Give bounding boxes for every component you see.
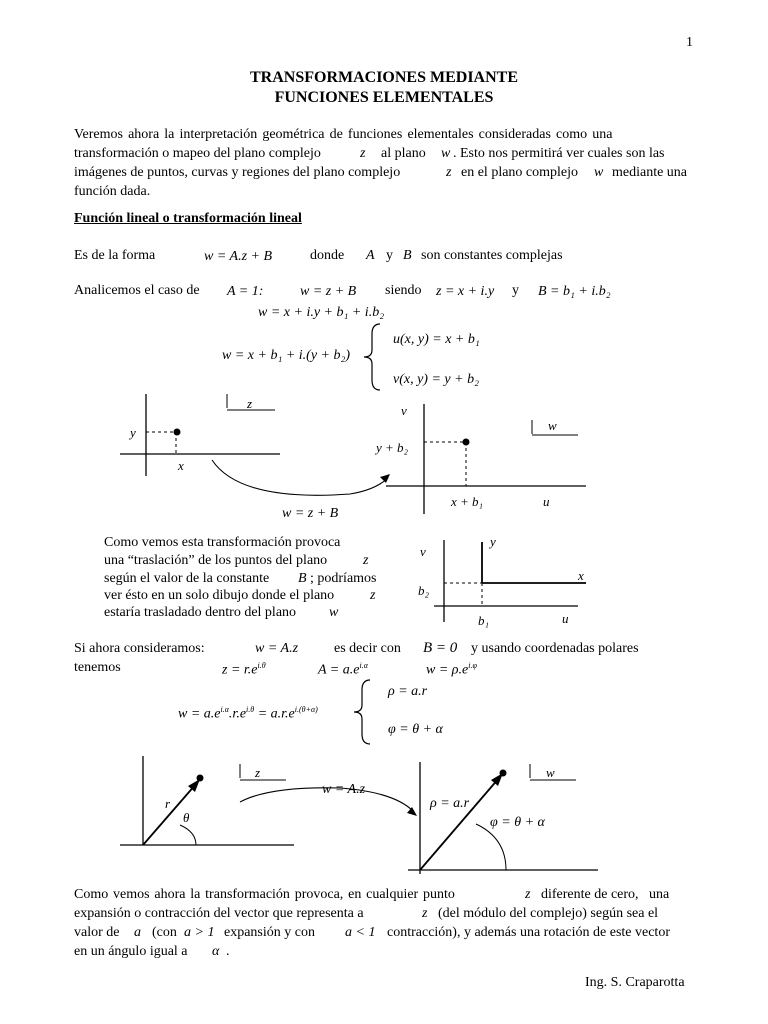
figure-translation — [110, 390, 710, 530]
equation-w-expanded: w = x + i.y + b₁ + i.b₂ — [258, 305, 385, 320]
mult-decir: es decir con — [334, 641, 401, 656]
w-plane-label: w — [548, 418, 557, 433]
case-a-eq: A = 1: — [227, 284, 264, 299]
figure3-rho-label: ρ = a.r — [430, 796, 470, 811]
intro-line-2c: . Esto nos permitirá ver cuales son las — [453, 146, 665, 161]
figure3-arrow-label: w = A.z — [322, 782, 366, 797]
intro-line-3b: en el plano complejo — [461, 165, 579, 180]
form-equation: w = A.z + B — [204, 249, 273, 264]
mult-z-polar: $z = r.e^{i.\theta}$ — [222, 661, 266, 678]
w-plane-yb2-label: y + b₂ — [376, 440, 409, 455]
equation-w-grouped: w = x + b₁ + i.(y + b₂) — [222, 348, 351, 363]
translation-line-3a: según el valor de la constante — [104, 571, 270, 586]
z-polar-theta-label: θ — [183, 810, 190, 825]
w-polar-point — [500, 770, 507, 777]
w-polar-vector — [420, 778, 499, 870]
form-var-a: A — [366, 248, 375, 263]
conclusion-var-a: a — [134, 925, 141, 940]
z-polar-r-label: r — [165, 796, 171, 811]
conclusion-line-2b: (del módulo del complejo) según sea el — [438, 906, 659, 921]
case-y: y — [512, 283, 519, 298]
conclusion-line-3d: expansión y con — [224, 925, 315, 940]
conclusion-line-4a: en un ángulo igual a — [74, 944, 188, 959]
conclusion-line-1a: Como vemos ahora la transformación provoca, en cualquier punto — [74, 887, 455, 902]
case-label: Analicemos el caso de — [74, 283, 200, 298]
page-number: 1 — [686, 35, 693, 50]
translation-var-b: B — [298, 571, 307, 586]
form-var-b: B — [403, 248, 412, 263]
w-plane-v-label: v — [401, 403, 407, 418]
equation-u: u(x, y) = x + b₁ — [393, 332, 480, 347]
intro-line-2b: al plano — [381, 146, 426, 161]
translation-line-5: estaría trasladado dentro del plano — [104, 605, 297, 620]
combined-b1-label: b₁ — [478, 613, 490, 628]
intro-line-4: función dada. — [74, 184, 151, 199]
z-polar-point — [197, 775, 204, 782]
intro-var-w2: w — [594, 165, 604, 180]
mult-w-eq: w = A.z — [255, 641, 299, 656]
form-y: y — [386, 248, 393, 263]
w-plane-xb1-label: x + b₁ — [451, 494, 484, 509]
translation-line-3b: ; podríamos — [310, 571, 377, 586]
combined-x-label: x — [578, 568, 584, 583]
equation-product: $w = a.e^{i.\alpha}.r.e^{i.\theta} = a.r.e^{i.(\theta+\alpha)}$ — [178, 705, 318, 722]
conclusion-line-4b: . — [226, 944, 230, 959]
z-plane-x-label: x — [178, 458, 184, 473]
combined-y-label: y — [490, 534, 496, 549]
equation-rho: ρ = a.r — [388, 684, 428, 699]
page-title-line-2: FUNCIONES ELEMENTALES — [274, 89, 494, 106]
intro-line-1: Veremos ahora la interpretación geométrica de funciones elementales consideradas como una — [74, 127, 613, 142]
combined-b2-label: b₂ — [418, 583, 430, 598]
combined-u-label: u — [562, 611, 569, 626]
combined-v-label: v — [420, 544, 426, 559]
equation-phi: φ = θ + α — [388, 722, 443, 737]
form-donde: donde — [310, 248, 345, 263]
page-title-line-1: TRANSFORMACIONES MEDIANTE — [249, 69, 519, 86]
figure-combined-planes — [400, 528, 600, 634]
translation-var-z2: z — [370, 588, 376, 603]
z-plane-point — [174, 429, 181, 436]
form-tail: son constantes complejas — [421, 248, 563, 263]
translation-var-z: z — [363, 553, 369, 568]
conclusion-line-3f: contracción), y además una rotación de este vector — [387, 925, 670, 940]
conclusion-var-alpha: α — [212, 944, 220, 959]
translation-line-4: ver ésto en un solo dibujo donde el plano — [104, 588, 335, 603]
conclusion-var-z: z — [525, 887, 531, 902]
mult-tail: y usando coordenadas polares — [471, 641, 639, 656]
conclusion-a-lt-1: a < 1 — [345, 925, 376, 940]
mult-label: Si ahora consideramos: — [74, 641, 205, 656]
z-polar-theta-arc — [180, 825, 196, 845]
mult-tenemos: tenemos — [74, 660, 121, 675]
mult-b-eq: B = 0 — [423, 640, 458, 656]
footer-author: Ing. S. Craparotta — [585, 975, 685, 990]
w-plane-u-label: u — [543, 494, 550, 509]
conclusion-line-2a: expansión o contracción del vector que representa a — [74, 906, 364, 921]
intro-line-3c: mediante una — [612, 165, 688, 180]
form-label: Es de la forma — [74, 248, 156, 263]
transform-arrow — [212, 460, 388, 495]
brace-polar — [350, 678, 374, 746]
section-title: Función lineal o transformación lineal — [74, 211, 302, 226]
intro-line-3a: imágenes de puntos, curvas y regiones del plano complejo — [74, 165, 401, 180]
equation-v: v(x, y) = y + b₂ — [393, 372, 479, 387]
translation-var-w: w — [329, 605, 339, 620]
z-plane-y-label: y — [130, 425, 136, 440]
intro-var-z: z — [360, 146, 366, 161]
z-polar-plane-label: z — [255, 765, 261, 780]
case-siendo: siendo — [385, 283, 422, 298]
w-plane-point — [463, 439, 470, 446]
brace-uv — [360, 322, 384, 392]
w-polar-plane-label: w — [546, 765, 555, 780]
conclusion-line-1b: diferente de cero, una — [541, 887, 670, 902]
mult-a-polar: $A = a.e^{i.\alpha}$ — [318, 661, 368, 678]
case-b-eq: B = b₁ + i.b₂ — [538, 284, 611, 299]
case-z-eq: z = x + i.y — [436, 284, 495, 299]
z-plane-label: z — [247, 396, 253, 411]
case-w-eq: w = z + B — [300, 284, 357, 299]
intro-var-w: w — [441, 146, 451, 161]
conclusion-var-z2: z — [422, 906, 428, 921]
figure3-phi-label: φ = θ + α — [490, 815, 545, 830]
intro-line-2a: transformación o mapeo del plano complejo — [74, 146, 321, 161]
conclusion-a-gt-1: a > 1 — [184, 925, 215, 940]
figure1-arrow-label: w = z + B — [282, 506, 339, 521]
conclusion-line-3a: valor de — [74, 925, 120, 940]
translation-line-1: Como vemos esta transformación provoca — [104, 535, 341, 550]
translation-line-2: una “traslación” de los puntos del plano — [104, 553, 328, 568]
conclusion-line-3b: (con — [152, 925, 177, 940]
intro-var-z2: z — [446, 165, 452, 180]
mult-w-polar: $w = \rho.e^{i.\varphi}$ — [426, 661, 477, 678]
